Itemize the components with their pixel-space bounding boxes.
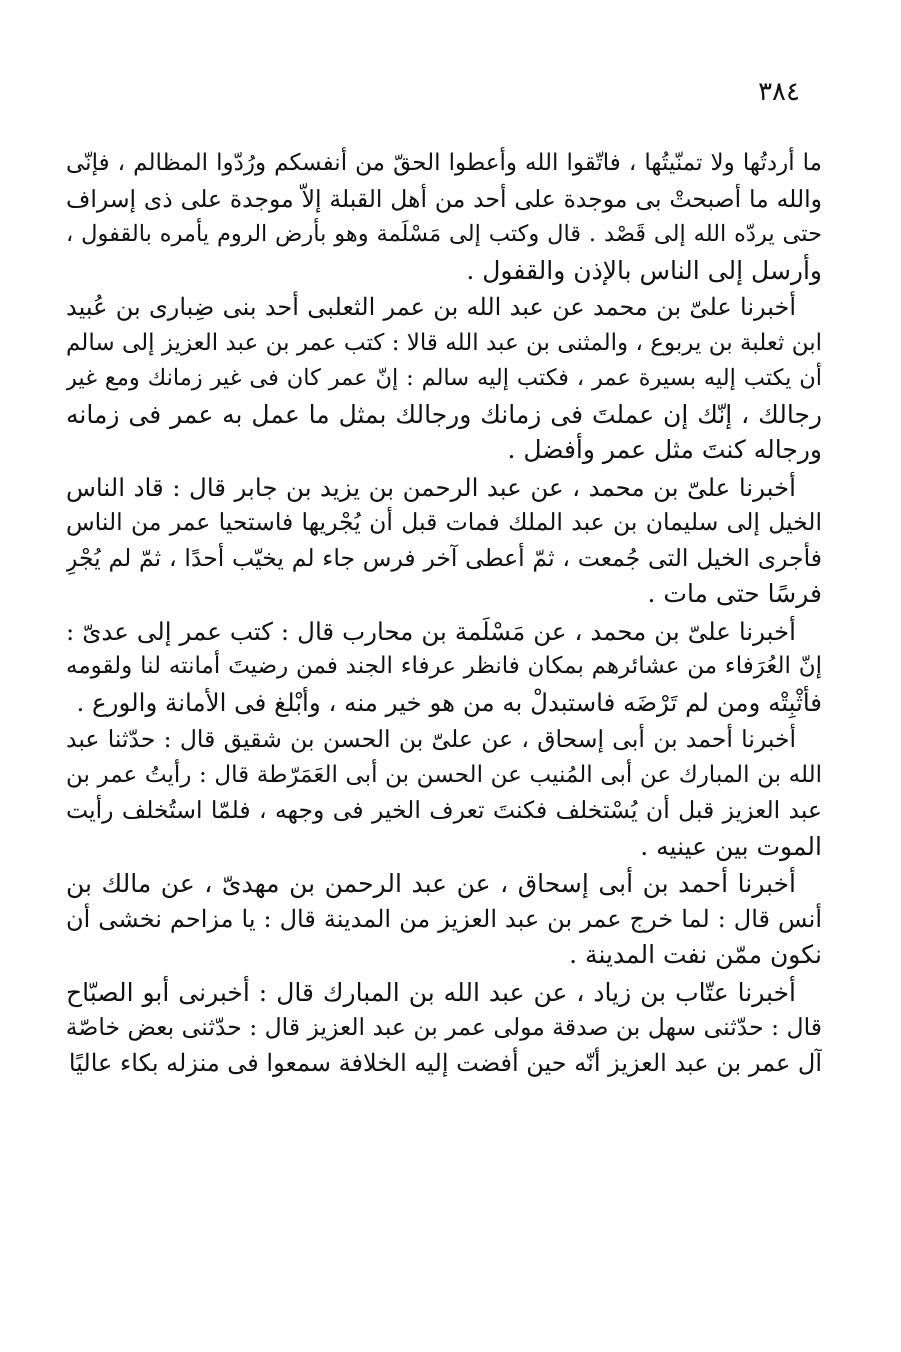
paragraph — [66, 614, 822, 721]
text-line: أخبرنا علىّ بن محمد ، عن مَسْلَمة بن محارب قال : كتب عمر إلى عدىّ : — [66, 616, 796, 646]
page-number: ٣٨٤ — [758, 77, 800, 107]
text-line: الموت بين عينيه . — [640, 831, 822, 861]
paragraph — [66, 975, 822, 1082]
text-line: أخبرنا علىّ بن محمد ، عن عبد الرحمن بن يزيد بن جابر قال : قاد الناس — [66, 472, 796, 502]
text-line: والله ما أصبحتْ بى موجدة على أحد من أهل القبلة إلاّ موجدة على ذى إسراف — [66, 184, 822, 213]
text-line: أخبرنا أحمد بن أبى إسحاق ، عن علىّ بن الحسن بن شقيق قال : حدّثنا عبد — [66, 725, 796, 753]
text-line: عبد العزيز قبل أن يُسْتخلف فكنتَ تعرف الخير فى وجهه ، فلمّا استُخلف رأيت — [66, 796, 822, 824]
text-line: فأثْبِتْه ومن لم تَرْضَه فاستبدلْ به من هو خير منه ، وأبْلغ فى الأمانة والورع . — [76, 687, 822, 717]
page-body — [66, 146, 822, 1081]
text-line: ما أردتُها ولا تمنّيتُها ، فاتّقوا الله وأعطوا الحقّ من أنفسكم ورُدّوا المظالم ، فإنّى — [66, 150, 822, 176]
text-line: نكون ممّن نفت المدينة . — [569, 940, 822, 969]
text-line: الخيل إلى سليمان بن عبد الملك فمات قبل أن يُجْريها فاستحيا عمر من الناس — [66, 508, 822, 536]
text-line: رجالك ، إنّك إن عملتَ فى زمانك ورجالك بمثل ما عمل به عمر فى زمانه — [66, 399, 822, 429]
text-line: أنس قال : لما خرج عمر بن عبد العزيز من المدينة قال : يا مزاحم نخشى أن — [66, 904, 822, 933]
text-line: أخبرنا عتّاب بن زياد ، عن عبد الله بن المبارك قال : أخبرنى أبو الصبّاح — [66, 977, 796, 1007]
text-line: إنّ العُرَفاء من عشائرهم بمكان فانظر عرفاء الجند فمن رضيتَ أمانته لنا ولقومه — [66, 653, 822, 679]
text-line: حتى يردّه الله إلى قَصْد . قال وكتب إلى مَسْلَمة وهو بأرض الروم يأمره بالقفول ، — [66, 221, 822, 247]
text-line: الله بن المبارك عن أبى المُنيب عن الحسن بن أبى العَمَرّطة قال : رأيتُ عمر بن — [66, 761, 822, 788]
text-line: أخبرنا أحمد بن أبى إسحاق ، عن عبد الرحمن بن مهدىّ ، عن مالك بن — [66, 869, 796, 898]
paragraph — [66, 722, 822, 864]
text-line: وأرسل إلى الناس بالإذن والقفول . — [466, 255, 822, 285]
paragraph — [66, 290, 822, 468]
text-line: ابن ثعلبة بن يربوع ، والمثنى بن عبد الله قالا : كتب عمر بن عبد العزيز إلى سالم — [66, 329, 822, 356]
paragraph — [66, 470, 822, 612]
text-line: أن يكتب إليه بسيرة عمر ، فكتب إليه سالم : إنّ عمر كان فى غير زمانك ومع غير — [66, 365, 822, 391]
text-line: قال : حدّثنى سهل بن صدقة مولى عمر بن عبد العزيز قال : حدّثنى بعض خاصّة — [66, 1013, 822, 1041]
text-line: فأجرى الخيل التى جُمعت ، ثمّ أعطى آخر فرس جاء لم يخيّب أحدًا ، ثمّ لم يُجْرِ — [66, 543, 822, 572]
book-page — [66, 72, 822, 1083]
text-line: ورجاله كنتَ مثل عمر وأفضل . — [507, 435, 822, 464]
text-line: فرسًا حتى مات . — [647, 579, 822, 608]
paragraph — [66, 146, 822, 288]
paragraph — [66, 866, 822, 973]
text-line: آل عمر بن عبد العزيز أنّه حين أفضت إليه الخلافة سمعوا فى منزله بكاء عاليًا — [68, 1048, 822, 1077]
text-line: أخبرنا علىّ بن محمد عن عبد الله بن عمر الثعلبى أحد بنى ضِبارى بن عُبيد — [66, 293, 796, 321]
